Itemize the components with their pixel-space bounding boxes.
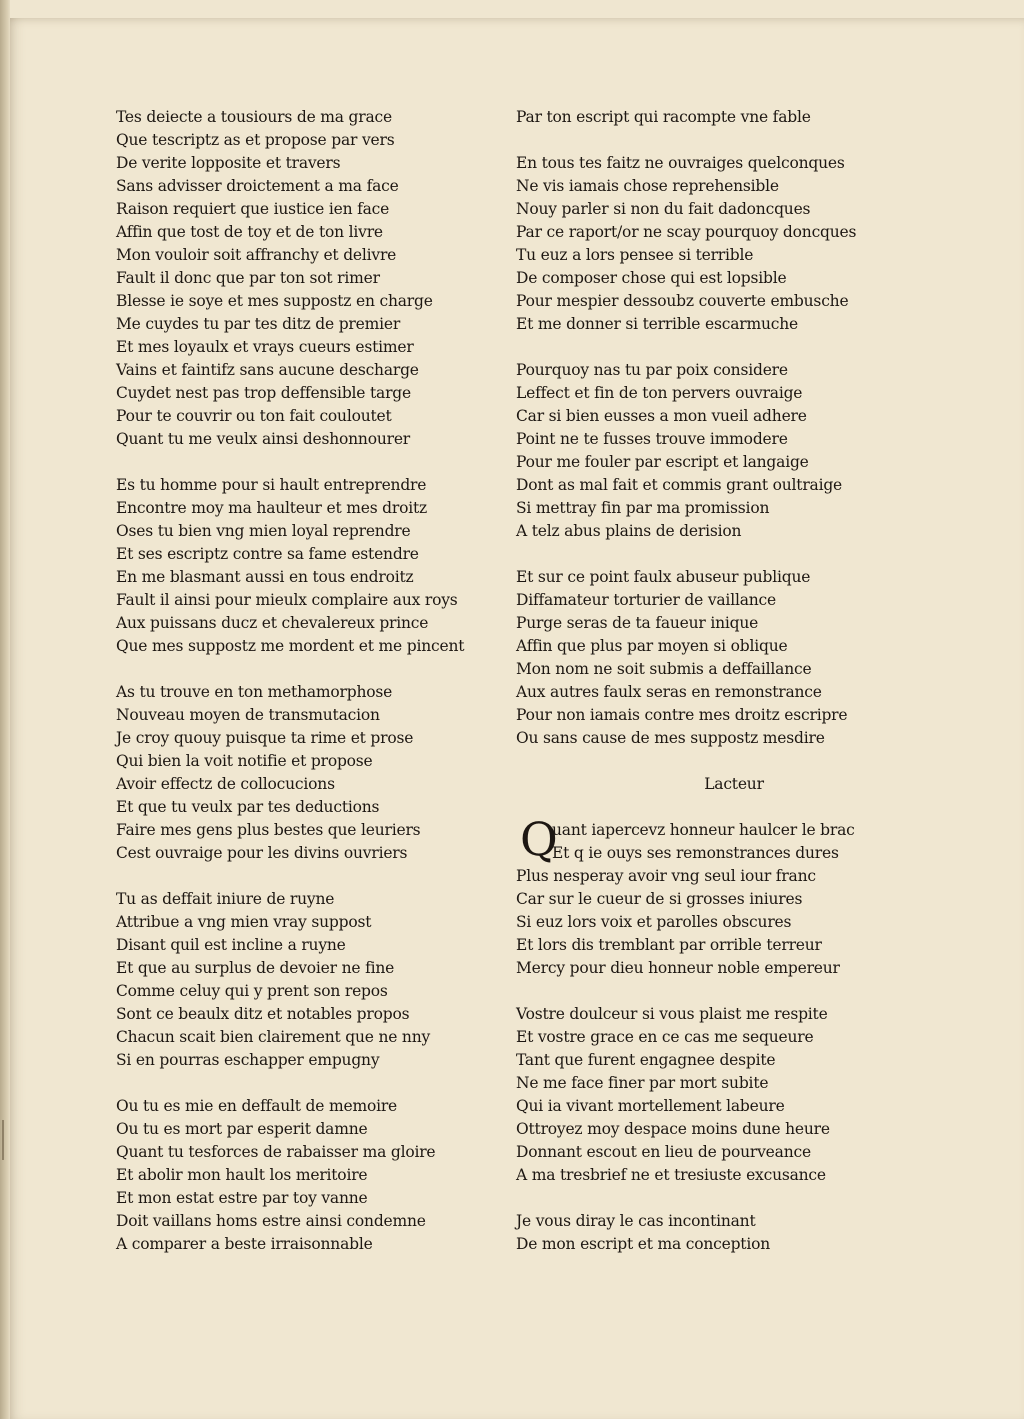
verse-line: Tu as deffait iniure de ruyne bbox=[116, 890, 335, 908]
verse-line: Fault il ainsi pour mieulx complaire aux roys bbox=[116, 591, 458, 609]
verse-line: Quant tu tesforces de rabaisser ma gloire bbox=[116, 1143, 436, 1161]
verse-line: Car si bien eusses a mon vueil adhere bbox=[516, 407, 807, 425]
verse-line: Avoir effectz de collocucions bbox=[116, 775, 335, 793]
verse-line: Attribue a vng mien vray suppost bbox=[116, 913, 372, 931]
verse-line: Chacun scait bien clairement que ne nny bbox=[116, 1028, 431, 1046]
verse-line: Ou tu es mie en deffault de memoire bbox=[116, 1097, 398, 1115]
verse-line: Blesse ie soye et mes suppostz en charge bbox=[116, 292, 433, 310]
verse-line: Point ne te fusses trouve immodere bbox=[516, 430, 788, 448]
verse-line: En tous tes faitz ne ouvraiges quelconques bbox=[516, 154, 845, 172]
verse-line: Qui bien la voit notifie et propose bbox=[116, 752, 373, 770]
verse-line: Cuydet nest pas trop deffensible targe bbox=[116, 384, 411, 402]
book-page bbox=[10, 18, 1024, 1419]
verse-line: Si euz lors voix et parolles obscures bbox=[516, 913, 792, 931]
verse-line: Encontre moy ma haulteur et mes droitz bbox=[116, 499, 427, 517]
verse-line: Si mettray fin par ma promission bbox=[516, 499, 770, 517]
verse-line: En me blasmant aussi en tous endroitz bbox=[116, 568, 414, 586]
verse-line: Comme celuy qui y prent son repos bbox=[116, 982, 388, 1000]
verse-line: Donnant escout en lieu de pourveance bbox=[516, 1143, 811, 1161]
verse-line: Mercy pour dieu honneur noble empereur bbox=[516, 959, 840, 977]
verse-line: Leffect et fin de ton pervers ouvraige bbox=[516, 384, 803, 402]
verse-line: Si en pourras eschapper empugny bbox=[116, 1051, 380, 1069]
verse-line: Tes deiecte a tousiours de ma grace bbox=[116, 108, 392, 126]
verse-line: Fault il donc que par ton sot rimer bbox=[116, 269, 380, 287]
stanza-gap bbox=[116, 451, 488, 474]
drop-capital: Q bbox=[520, 812, 558, 866]
verse-line: Me cuydes tu par tes ditz de premier bbox=[116, 315, 401, 333]
section-heading: Lacteur bbox=[704, 775, 764, 793]
stanza-gap bbox=[516, 750, 912, 773]
verse-line: Vains et faintifz sans aucune descharge bbox=[116, 361, 419, 379]
verse-line: Doit vaillans homs estre ainsi condemne bbox=[116, 1212, 426, 1230]
book-gutter bbox=[0, 0, 10, 1419]
stanza-gap bbox=[116, 658, 488, 681]
verse-line: Car sur le cueur de si grosses iniures bbox=[516, 890, 803, 908]
verse-line: Je croy quouy puisque ta rime et prose bbox=[116, 729, 414, 747]
verse-line: Ne vis iamais chose reprehensible bbox=[516, 177, 779, 195]
verse-line: Sans advisser droictement a ma face bbox=[116, 177, 399, 195]
verse-line: De composer chose qui est lopsible bbox=[516, 269, 787, 287]
verse-line: Pour mespier dessoubz couverte embusche bbox=[516, 292, 849, 310]
verse-line: Et q ie ouys ses remonstrances dures bbox=[552, 844, 839, 862]
verse-line: Et me donner si terrible escarmuche bbox=[516, 315, 798, 333]
stanza-gap bbox=[116, 865, 488, 888]
stanza-gap bbox=[516, 543, 912, 566]
verse-line: Et que au surplus de devoier ne fine bbox=[116, 959, 395, 977]
verse-line: Aux autres faulx seras en remonstrance bbox=[516, 683, 822, 701]
verse-line: Par ton escript qui racompte vne fable bbox=[516, 108, 811, 126]
verse-line: Faire mes gens plus bestes que leuriers bbox=[116, 821, 421, 839]
verse-line: Cest ouvraige pour les divins ouvriers bbox=[116, 844, 408, 862]
stanza-gap bbox=[116, 1072, 488, 1095]
verse-line: Pour me fouler par escript et langaige bbox=[516, 453, 809, 471]
verse-line: Nouy parler si non du fait dadoncques bbox=[516, 200, 811, 218]
stanza-gap bbox=[516, 980, 912, 1003]
verse-line: Ou sans cause de mes suppostz mesdire bbox=[516, 729, 825, 747]
verse-line: Et ses escriptz contre sa fame estendre bbox=[116, 545, 419, 563]
verse-line-text: uant iapercevz honneur haulcer le brac bbox=[552, 821, 855, 839]
verse-line: Purge seras de ta faueur inique bbox=[516, 614, 759, 632]
verse-line: Disant quil est incline a ruyne bbox=[116, 936, 346, 954]
right-text-column bbox=[516, 106, 912, 1256]
verse-line: Ne me face finer par mort subite bbox=[516, 1074, 769, 1092]
verse-line: Tant que furent engagnee despite bbox=[516, 1051, 776, 1069]
verse-line: De mon escript et ma conception bbox=[516, 1235, 770, 1253]
verse-line: Et abolir mon hault los meritoire bbox=[116, 1166, 368, 1184]
verse-line: De verite lopposite et travers bbox=[116, 154, 341, 172]
verse-line: Mon vouloir soit affranchy et delivre bbox=[116, 246, 397, 264]
verse-line: Pour te couvrir ou ton fait couloutet bbox=[116, 407, 392, 425]
verse-line: Et vostre grace en ce cas me sequeure bbox=[516, 1028, 814, 1046]
verse-line: As tu trouve en ton methamorphose bbox=[116, 683, 393, 701]
verse-line: Ou tu es mort par esperit damne bbox=[116, 1120, 368, 1138]
verse-line: Que mes suppostz me mordent et me pincent bbox=[116, 637, 465, 655]
verse-line: Je vous diray le cas incontinant bbox=[516, 1212, 756, 1230]
verse-line: Pourquoy nas tu par poix considere bbox=[516, 361, 788, 379]
verse-line: Vostre doulceur si vous plaist me respite bbox=[516, 1005, 828, 1023]
verse-line: Tu euz a lors pensee si terrible bbox=[516, 246, 754, 264]
verse-line: Sont ce beaulx ditz et notables propos bbox=[116, 1005, 410, 1023]
verse-line: Oses tu bien vng mien loyal reprendre bbox=[116, 522, 411, 540]
verse-line: Par ce raport/or ne scay pourquoy doncques bbox=[516, 223, 857, 241]
verse-line: Et lors dis tremblant par orrible terreur bbox=[516, 936, 822, 954]
verse-line: Es tu homme pour si hault entreprendre bbox=[116, 476, 427, 494]
verse-line: Pour non iamais contre mes droitz escripre bbox=[516, 706, 848, 724]
verse-line: Diffamateur torturier de vaillance bbox=[516, 591, 776, 609]
verse-line: Affin que tost de toy et de ton livre bbox=[116, 223, 383, 241]
verse-line: Plus nesperay avoir vng seul iour franc bbox=[516, 867, 816, 885]
page-edge-marks bbox=[2, 1120, 8, 1160]
verse-line: Affin que plus par moyen si oblique bbox=[516, 637, 788, 655]
verse-line: Ottroyez moy despace moins dune heure bbox=[516, 1120, 830, 1138]
verse-line: Qui ia vivant mortellement labeure bbox=[516, 1097, 785, 1115]
verse-line: Quant tu me veulx ainsi deshonnourer bbox=[116, 430, 410, 448]
verse-line: A comparer a beste irraisonnable bbox=[116, 1235, 373, 1253]
verse-line: A ma tresbrief ne et tresiuste excusance bbox=[516, 1166, 826, 1184]
left-text-column bbox=[116, 106, 488, 1256]
stanza-gap bbox=[516, 336, 912, 359]
verse-line: Et que tu veulx par tes deductions bbox=[116, 798, 380, 816]
verse-line: A telz abus plains de derision bbox=[516, 522, 742, 540]
verse-line: Mon nom ne soit submis a deffaillance bbox=[516, 660, 812, 678]
verse-line: Dont as mal fait et commis grant oultraige bbox=[516, 476, 843, 494]
verse-line: Et mon estat estre par toy vanne bbox=[116, 1189, 368, 1207]
verse-line: Que tescriptz as et propose par vers bbox=[116, 131, 395, 149]
verse-line: Et sur ce point faulx abuseur publique bbox=[516, 568, 811, 586]
stanza-gap bbox=[516, 796, 912, 819]
verse-line: Et mes loyaulx et vrays cueurs estimer bbox=[116, 338, 414, 356]
verse-line: Raison requiert que iustice ien face bbox=[116, 200, 390, 218]
verse-line: Nouveau moyen de transmutacion bbox=[116, 706, 380, 724]
stanza-gap bbox=[516, 1187, 912, 1210]
stanza-gap bbox=[516, 129, 912, 152]
verse-line: Aux puissans ducz et chevalereux prince bbox=[116, 614, 429, 632]
